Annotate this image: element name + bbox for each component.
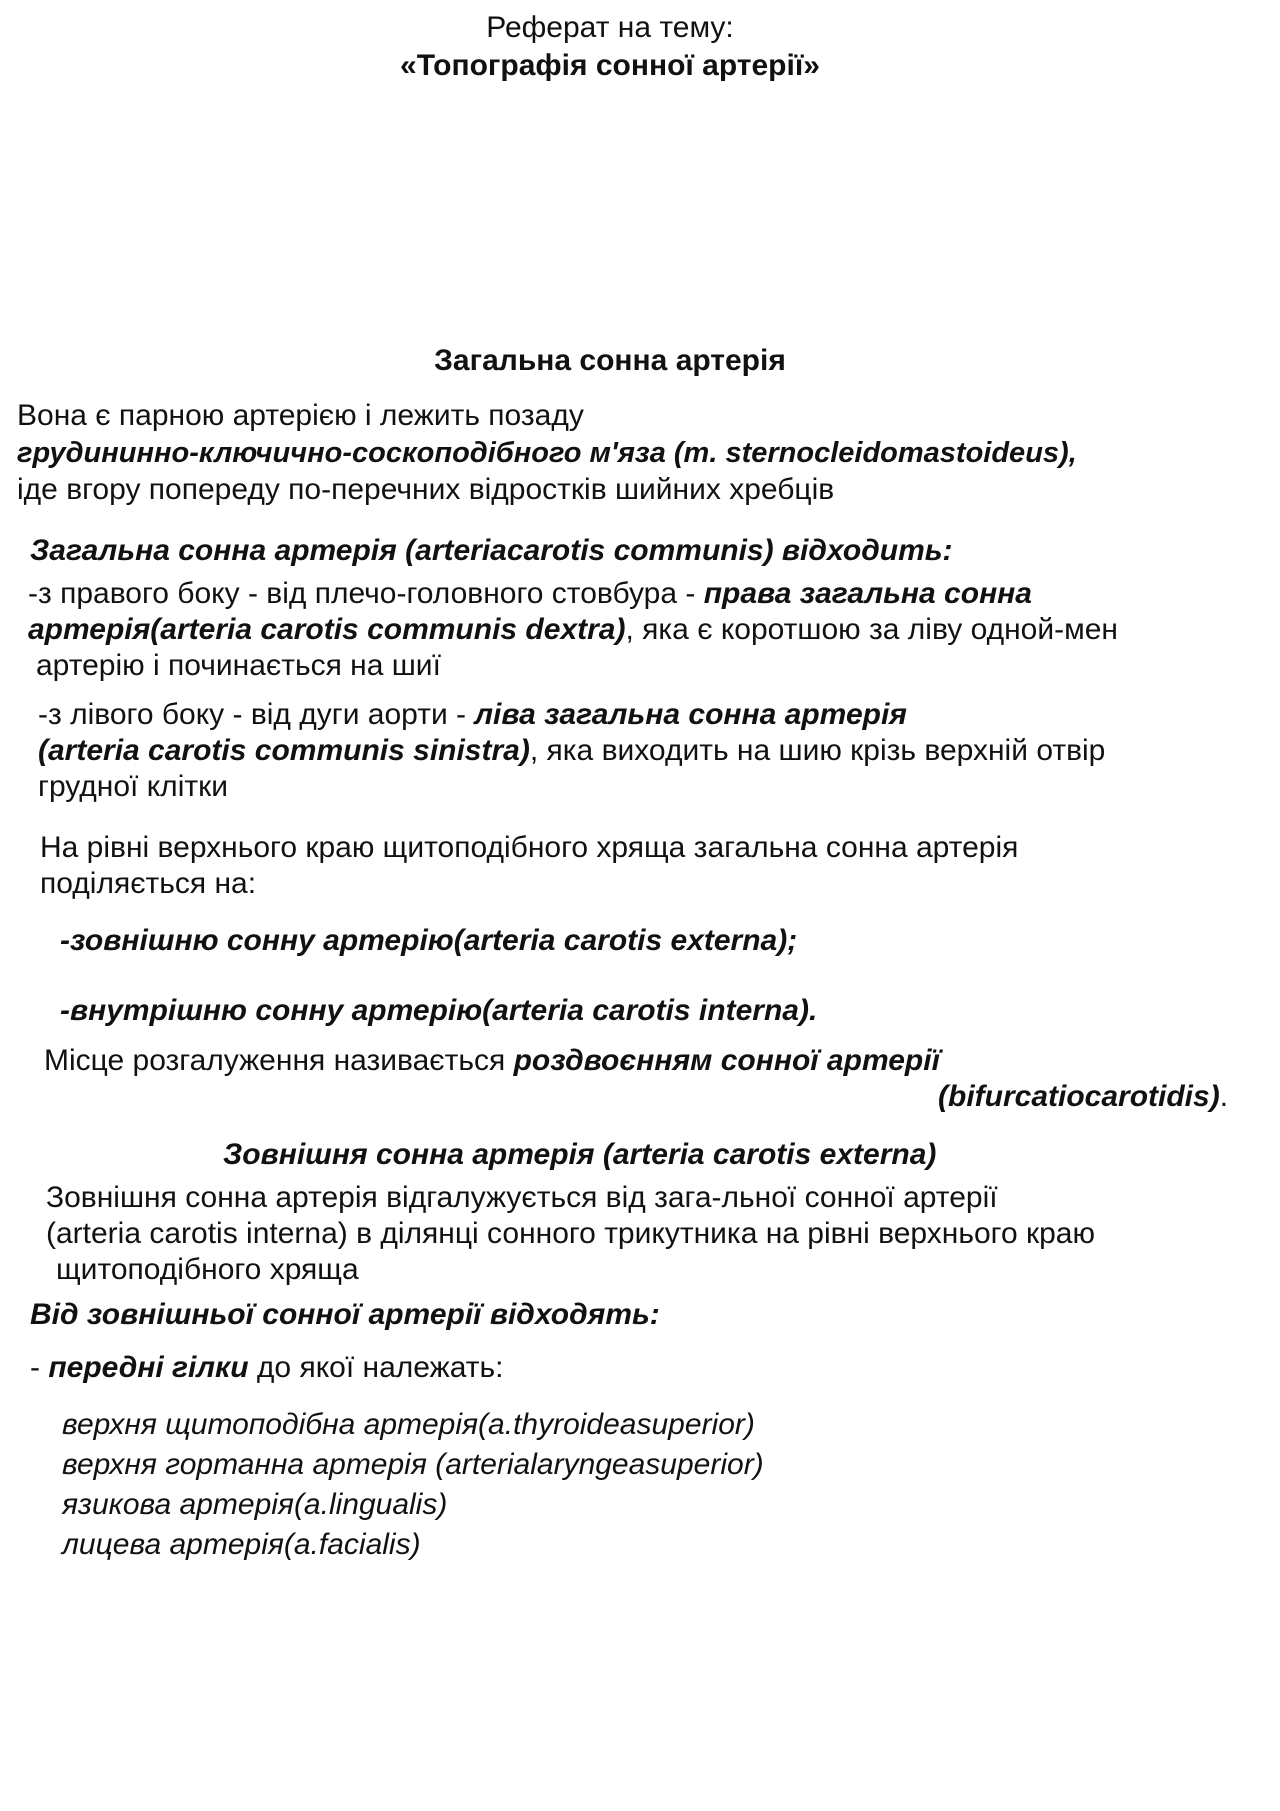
ext-para-line2: (arteria carotis interna) в ділянці сонного трикутника на рівні верхнього краю: [46, 1217, 1095, 1250]
front-branches-text: до якої належать:: [248, 1351, 504, 1384]
left-line3: грудної клітки: [38, 770, 228, 803]
division-line1: На рівні верхнього краю щитоподібного хряща загальна сонна артерія: [40, 831, 1019, 864]
left-line1: [38, 697, 907, 733]
bifurcation-line1: [44, 1043, 940, 1079]
para1-line1: Вона є парною артерією і лежить позаду: [17, 399, 584, 432]
bifurcation-line2: [938, 1079, 1228, 1115]
section-title-external: Зовнішня сонна артерія (arteria carotis externa): [223, 1138, 937, 1171]
left-line2-text: , яка виходить на шию крізь верхній отвір: [529, 734, 1106, 767]
right-artery-term-b: артерія(arteria carotis communis dextra): [28, 613, 626, 646]
branch-external: -зовнішню сонну артерію(arteria carotis externa);: [60, 924, 798, 957]
left-artery-term-a: ліва загальна сонна артерія: [474, 698, 907, 731]
branch-internal: -внутрішню сонну артерію(arteria carotis interna).: [60, 994, 818, 1027]
branches-heading: Від зовнішньої сонної артерії відходять:: [30, 1298, 660, 1331]
section-title-common: Загальна сонна артерія: [434, 344, 786, 377]
doc-header-line1: Реферат на тему:: [486, 11, 734, 44]
para1-line2: грудининно-ключично-соскоподібного м'яза (m. sternocleidomastoideus),: [17, 437, 1077, 469]
right-line3: артерію і починається на шиї: [36, 649, 441, 682]
right-line1-text: -з правого боку - від плечо-головного стовбура -: [28, 577, 704, 610]
ext-para-line1: Зовнішня сонна артерія відгалужується від зага-льної сонної артерії: [46, 1181, 998, 1214]
bifurcation-latin: (bifurcatiocarotidis): [938, 1080, 1220, 1113]
left-line2: [38, 733, 1105, 769]
front-branches-dash: -: [30, 1351, 49, 1384]
ext-para-line3: щитоподібного хряща: [56, 1253, 359, 1286]
front-branches-term: передні гілки: [48, 1351, 249, 1384]
list-item: верхня гортанна артерія (arterialaryngeasuperior): [62, 1448, 764, 1481]
right-line2-text: , яка є коротшою за ліву одной-мен: [625, 613, 1118, 646]
bifurcation-text: Місце розгалуження називається: [44, 1044, 514, 1077]
right-artery-term-a: права загальна сонна: [703, 577, 1032, 610]
doc-title: «Топографія сонної артерії»: [400, 49, 820, 82]
right-line1: [28, 576, 1032, 612]
right-line2: [28, 612, 1118, 648]
list-item: верхня щитоподібна артерія(a.thyroideasuperior): [62, 1408, 755, 1441]
list-item: лицева артерія(a.facialis): [62, 1528, 421, 1561]
left-artery-term-b: (arteria carotis communis sinistra): [38, 734, 530, 767]
para1-line3: іде вгору попереду по-перечних відростків шийних хребців: [17, 473, 835, 506]
front-branches-line: [30, 1350, 503, 1386]
list-item: язикова артерія(a.lingualis): [62, 1488, 448, 1521]
bifurcation-period: .: [1219, 1080, 1229, 1113]
bifurcation-term: роздвоєнням сонної артерії: [513, 1044, 940, 1077]
origin-heading: Загальна сонна артерія (arteriacarotis communis) відходить:: [30, 534, 953, 567]
division-line2: поділяється на:: [40, 867, 257, 900]
left-line1-text: -з лівого боку - від дуги аорти -: [38, 698, 475, 731]
